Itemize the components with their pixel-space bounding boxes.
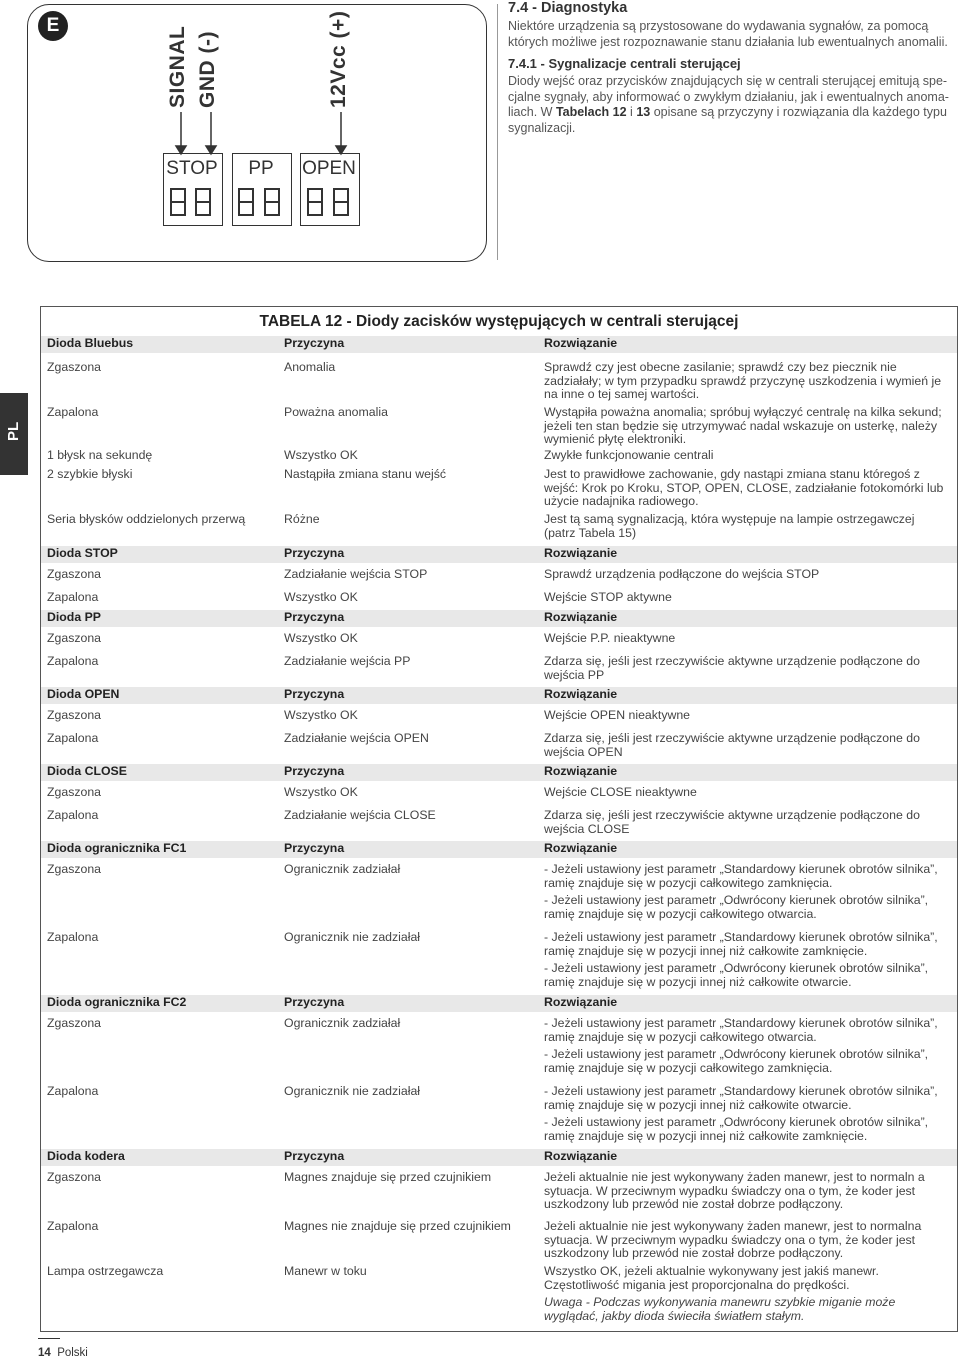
- cause: Poważna anomalia: [284, 405, 388, 419]
- led-state: Zgaszona: [47, 1016, 102, 1030]
- solution-header: Rozwiązanie: [544, 687, 618, 701]
- page-footer: [38, 1347, 88, 1359]
- led-state: Lampa ostrzegawcza: [47, 1264, 164, 1278]
- cause: Wszystko OK: [284, 631, 358, 645]
- page-number: 14: [38, 1347, 51, 1359]
- solution: Wejście CLOSE nieaktywne: [544, 785, 697, 799]
- cause: Manewr w toku: [284, 1264, 367, 1278]
- solution: - Jeżeli ustawiony jest parametr „Standardowy kierunek obrotów silnika”, ramię znajduje się w pozycji całkowitego otwarcia.: [544, 1016, 938, 1044]
- terminal-icon: [238, 188, 254, 216]
- led-state: Zapalona: [47, 405, 99, 419]
- section-title: 7.4 - Diagnostyka: [508, 0, 628, 16]
- led-state: Zgaszona: [47, 1170, 102, 1184]
- group-title: Dioda OPEN: [47, 687, 120, 701]
- cause-header: Przyczyna: [284, 995, 345, 1009]
- solution-header: Rozwiązanie: [544, 546, 618, 560]
- cause: Wszystko OK: [284, 590, 358, 604]
- solution: Jeżeli aktualnie nie jest wykonywany żaden manewr, jest to normaln a sytuacja. W przeciwnym wypadku świadczy ona o tym, że koder jest uszkodzony lub przewód nie został dobrze podłączony.: [544, 1170, 925, 1211]
- solution: - Jeżeli ustawiony jest parametr „Standardowy kierunek obrotów silnika”, ramię znajduje się w pozycji innej niż całkowite otwarcie.: [544, 1084, 938, 1112]
- diagnostics-section: [508, 0, 958, 136]
- solution: - Jeżeli ustawiony jest parametr „Standardowy kierunek obrotów silnika”, ramię znajduje się w pozycji innej niż całkowite zamknięcie.: [544, 930, 938, 958]
- gnd-label: GND (-): [196, 31, 219, 108]
- cause: Ogranicznik zadziałał: [284, 862, 401, 876]
- led-state: 1 błysk na sekundę: [47, 448, 153, 462]
- cause-header: Przyczyna: [284, 610, 345, 624]
- footer-rule: [38, 1338, 60, 1339]
- cause: Ogranicznik nie zadziałał: [284, 1084, 421, 1098]
- solution-extra: - Jeżeli ustawiony jest parametr „Odwrócony kierunek obrotów silnika”, ramię znajduje się w pozycji całkowitego zamknięcia.: [544, 1047, 929, 1075]
- vcc-label: 12Vcc (+): [327, 10, 350, 108]
- solution: Wszystko OK, jeżeli aktualnie wykonywany jest jakiś manewr. Częstotliwość migania jest proporcjonalna do prędkości.: [544, 1264, 879, 1292]
- cause: Różne: [284, 512, 320, 526]
- led-state: Zgaszona: [47, 708, 102, 722]
- cause: Ogranicznik zadziałał: [284, 1016, 401, 1030]
- cause: Zadziałanie wejścia PP: [284, 654, 411, 668]
- led-state: Zgaszona: [47, 631, 102, 645]
- solution-note: Uwaga - Podczas wykonywania manewru szybkie miganie może wyglądać, jakby dioda świeciła światłem stałym.: [544, 1295, 896, 1323]
- led-state: Zgaszona: [47, 360, 102, 374]
- cause-header: Przyczyna: [284, 841, 345, 855]
- pp-connector-label: PP: [248, 158, 274, 179]
- solution-header: Rozwiązanie: [544, 995, 618, 1009]
- solution: Zwykłe funkcjonowanie centrali: [544, 448, 714, 462]
- solution: Jest to prawidłowe zachowanie, gdy nastąpi zmiana stanu któregoś z wejść: Krok po Kroku, STOP, OPEN, CLOSE, zadziałanie fotokomórki lub użycie nadajnika radiowego.: [544, 467, 944, 508]
- cause: Wszystko OK: [284, 785, 358, 799]
- solution-extra: - Jeżeli ustawiony jest parametr „Odwrócony kierunek obrotów silnika”, ramię znajduje się w pozycji innej niż całkowite zamknięcie.: [544, 1115, 929, 1143]
- solution: Wejście P.P. nieaktywne: [544, 631, 676, 645]
- solution: Wejście STOP aktywne: [544, 590, 672, 604]
- group-title: Dioda STOP: [47, 546, 118, 560]
- group-title: Dioda CLOSE: [47, 764, 127, 778]
- solution: Jest tą samą sygnalizacją, która występuje na lampie ostrzegawczej (patrz Tabela 15): [544, 512, 915, 540]
- terminal-icon: [333, 188, 349, 216]
- cause: Ogranicznik nie zadziałał: [284, 930, 421, 944]
- led-state: Zgaszona: [47, 862, 102, 876]
- solution: Sprawdź urządzenia podłączone do wejścia STOP: [544, 567, 820, 581]
- cause-header: Przyczyna: [284, 1149, 345, 1163]
- language-tab: PL: [0, 393, 28, 475]
- cause: Zadziałanie wejścia CLOSE: [284, 808, 436, 822]
- figure-badge: E: [38, 11, 68, 41]
- cause: Zadziałanie wejścia STOP: [284, 567, 428, 581]
- cause-header: Przyczyna: [284, 687, 345, 701]
- signal-label: SIGNAL: [166, 25, 189, 108]
- cause-header: Przyczyna: [284, 764, 345, 778]
- group-title: Dioda Bluebus: [47, 336, 134, 350]
- solution: Zdarza się, jeśli jest rzeczywiście aktywne urządzenie podłączone do wejścia CLOSE: [544, 808, 920, 836]
- solution-header: Rozwiązanie: [544, 1149, 618, 1163]
- solution: - Jeżeli ustawiony jest parametr „Standardowy kierunek obrotów silnika”, ramię znajduje się w pozycji całkowitego zamknięcia.: [544, 862, 938, 890]
- cause-header: Przyczyna: [284, 336, 345, 350]
- group-title: Dioda kodera: [47, 1149, 125, 1163]
- solution: Sprawdź czy jest obecne zasilanie; sprawdź czy bez piecznik nie zadziałały; w tym przypadku sprawdź przyczynę uszkodzenia i wymień je na inne o tej samej wartości.: [544, 360, 942, 401]
- solution-header: Rozwiązanie: [544, 764, 618, 778]
- cause: Zadziałanie wejścia OPEN: [284, 731, 429, 745]
- solution: Wejście OPEN nieaktywne: [544, 708, 691, 722]
- led-state: Zgaszona: [47, 567, 102, 581]
- led-state: Zapalona: [47, 930, 99, 944]
- led-state: Zgaszona: [47, 785, 102, 799]
- footer-language: Polski: [57, 1347, 88, 1359]
- terminal-icon: [170, 188, 186, 216]
- terminal-icon: [264, 188, 280, 216]
- table-ref-12: Tabelach 12: [555, 105, 627, 119]
- solution: Jeżeli aktualnie nie jest wykonywany żaden manewr, jest to normalna sytuacja. W przeciwnym wypadku świadczy ona o tym, że koder jest uszkodzony lub przewód nie został dobrze podłączony.: [544, 1219, 922, 1260]
- solution-header: Rozwiązanie: [544, 336, 618, 350]
- led-state: Zapalona: [47, 1219, 99, 1233]
- column-divider: [497, 4, 498, 260]
- stop-connector-label: STOP: [166, 158, 218, 179]
- table-title: TABELA 12 - Diody zacisków występujących w centrali sterującej: [259, 313, 739, 330]
- cause: Wszystko OK: [284, 708, 358, 722]
- group-title: Dioda ogranicznika FC2: [47, 995, 187, 1009]
- cause: Wszystko OK: [284, 448, 358, 462]
- cause: Magnes nie znajduje się przed czujnikiem: [284, 1219, 511, 1233]
- table-ref-13: 13: [636, 105, 651, 119]
- solution-header: Rozwiązanie: [544, 610, 618, 624]
- section-intro: Niektóre urządzenia są przystosowane do wydawania sygnałów, za pomocą których możliwe jest rozpoznawanie stanu działania lub ewentualnych anomalii.: [508, 19, 948, 49]
- led-state: Seria błysków oddzielonych przerwą: [47, 512, 246, 526]
- led-state: Zapalona: [47, 808, 99, 822]
- terminal-icon: [307, 188, 323, 216]
- solution-extra: - Jeżeli ustawiony jest parametr „Odwrócony kierunek obrotów silnika”, ramię znajduje się w pozycji innej niż całkowite otwarcie.: [544, 961, 929, 989]
- led-state: Zapalona: [47, 731, 99, 745]
- solution: Wystąpiła poważna anomalia; spróbuj wyłączyć centralę na kilka sekund; jeżeli ten stan będzie się utrzymywać nadal wskazuje on usterkę, należy wymienić płytę elektroniki.: [544, 405, 942, 446]
- cause-header: Przyczyna: [284, 546, 345, 560]
- cause: Magnes znajduje się przed czujnikiem: [284, 1170, 492, 1184]
- terminal-icon: [195, 188, 211, 216]
- subsection-text: Diody wejść oraz przycisków znajdujących się w centrali sterującej emitują spe-cjalne sygnały, aby informować o zwykłym działaniu, jak i ewentualnych anoma-liach. W Tabelach 12 i 13 opisane są przyczyny i rozwiązania dla każdego typu sygnalizacji.: [508, 74, 949, 135]
- solution: Zdarza się, jeśli jest rzeczywiście aktywne urządzenie podłączone do wejścia PP: [544, 654, 920, 682]
- led-state: 2 szybkie błyski: [47, 467, 133, 481]
- subsection-title: 7.4.1 - Sygnalizacje centrali sterującej: [508, 56, 741, 71]
- led-state: Zapalona: [47, 1084, 99, 1098]
- led-state: Zapalona: [47, 590, 99, 604]
- group-title: Dioda PP: [47, 610, 101, 624]
- diagnostics-table: [40, 306, 958, 1332]
- led-state: Zapalona: [47, 654, 99, 668]
- open-connector-label: OPEN: [302, 158, 356, 179]
- solution: Zdarza się, jeśli jest rzeczywiście aktywne urządzenie podłączone do wejścia OPEN: [544, 731, 920, 759]
- solution-header: Rozwiązanie: [544, 841, 618, 855]
- group-title: Dioda ogranicznika FC1: [47, 841, 187, 855]
- cause: Anomalia: [284, 360, 336, 374]
- solution-extra: - Jeżeli ustawiony jest parametr „Odwrócony kierunek obrotów silnika”, ramię znajduje się w pozycji całkowitego otwarcia.: [544, 893, 929, 921]
- cause: Nastąpiła zmiana stanu wejść: [284, 467, 446, 481]
